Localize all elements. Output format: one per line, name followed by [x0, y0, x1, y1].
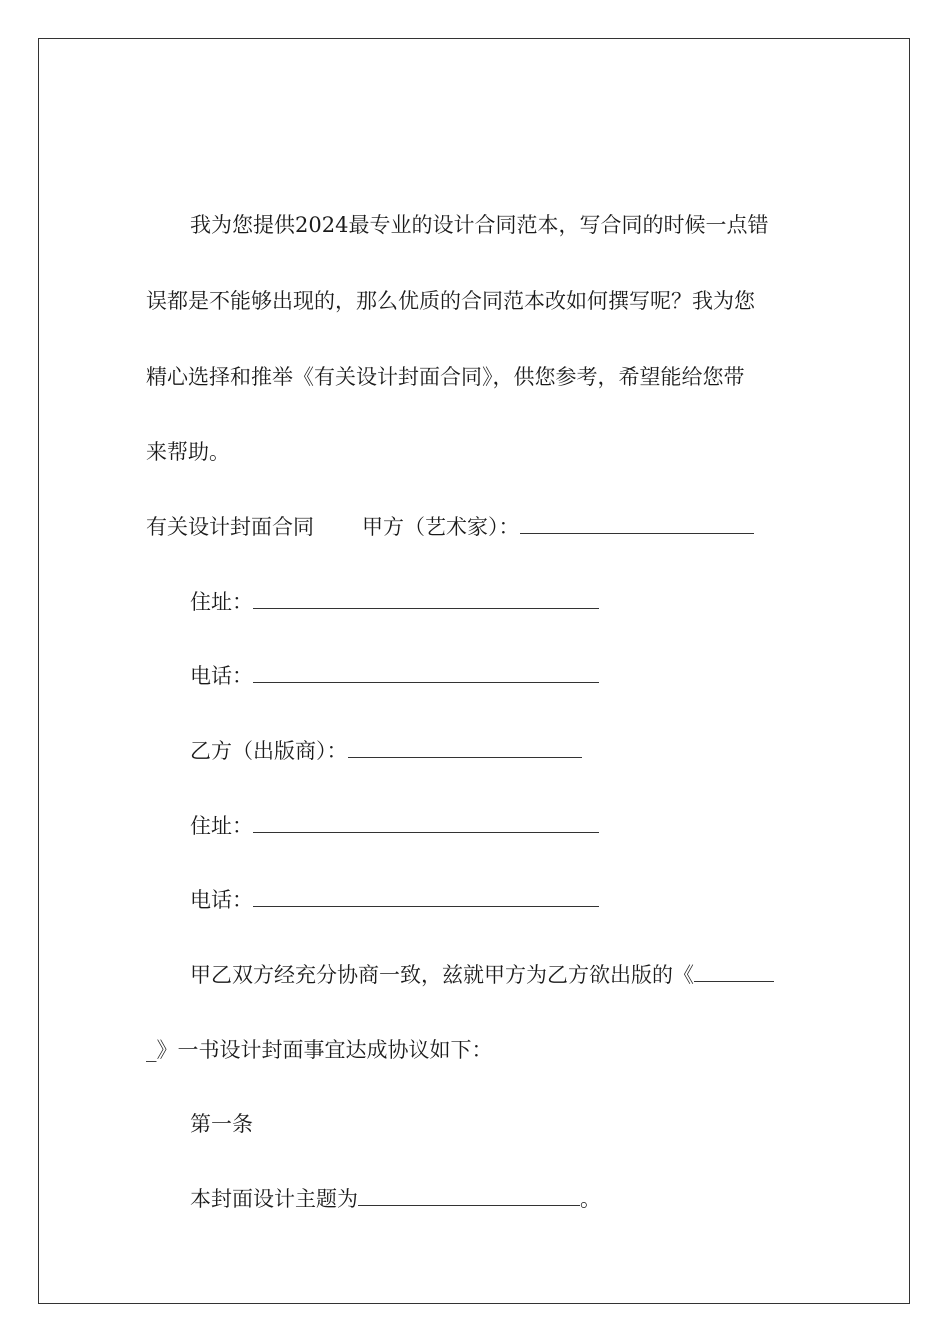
cover-theme-blank[interactable] [358, 1185, 580, 1206]
party-a-label: 甲方（艺术家）： [362, 515, 520, 539]
party-b-address-blank[interactable] [253, 812, 599, 833]
party-b-address-row [190, 811, 599, 841]
party-b-label: 乙方（出版商）： [190, 739, 348, 763]
agreement-row-2 [146, 1035, 493, 1065]
agreement-row-1 [190, 960, 774, 990]
party-b-phone-blank[interactable] [253, 886, 599, 907]
party-a-phone-label: 电话： [190, 664, 253, 688]
article-1-heading: 第一条 [190, 1112, 253, 1136]
intro-line-4: 来帮助。 [146, 440, 230, 464]
party-b-name-blank[interactable] [348, 737, 582, 758]
party-b-phone-label: 电话： [190, 888, 253, 912]
party-a-phone-row [190, 661, 599, 691]
party-a-name-blank[interactable] [520, 513, 754, 534]
agreement-text-2: 一书设计封面事宜达成协议如下： [177, 1038, 493, 1062]
agreement-text-1: 甲乙双方经充分协商一致，兹就甲方为乙方欲出版的《 [190, 963, 694, 987]
intro-line-2: 误都是不能够出现的，那么优质的合同范本改如何撰写呢？我为您 [146, 289, 755, 313]
party-b-row [190, 736, 582, 766]
intro-line-3: 精心选择和推举《有关设计封面合同》，供您参考，希望能给您带 [146, 365, 745, 389]
party-b-address-label: 住址： [190, 814, 253, 838]
party-a-phone-blank[interactable] [253, 662, 599, 683]
party-b-phone-row [190, 885, 599, 915]
party-a-address-blank[interactable] [253, 588, 599, 609]
article-1-text: 本封面设计主题为 [190, 1187, 358, 1211]
book-title-blank[interactable] [694, 961, 774, 982]
article-1-period: 。 [580, 1187, 601, 1211]
intro-line-1: 我为您提供2024最专业的设计合同范本，写合同的时候一点错 [190, 213, 769, 237]
agreement-prefix: _》 [146, 1038, 178, 1062]
contract-title: 有关设计封面合同 [146, 515, 314, 539]
party-a-address-label: 住址： [190, 590, 253, 614]
contract-header-row [146, 512, 754, 542]
party-a-address-row [190, 587, 599, 617]
article-1-row [190, 1184, 601, 1214]
